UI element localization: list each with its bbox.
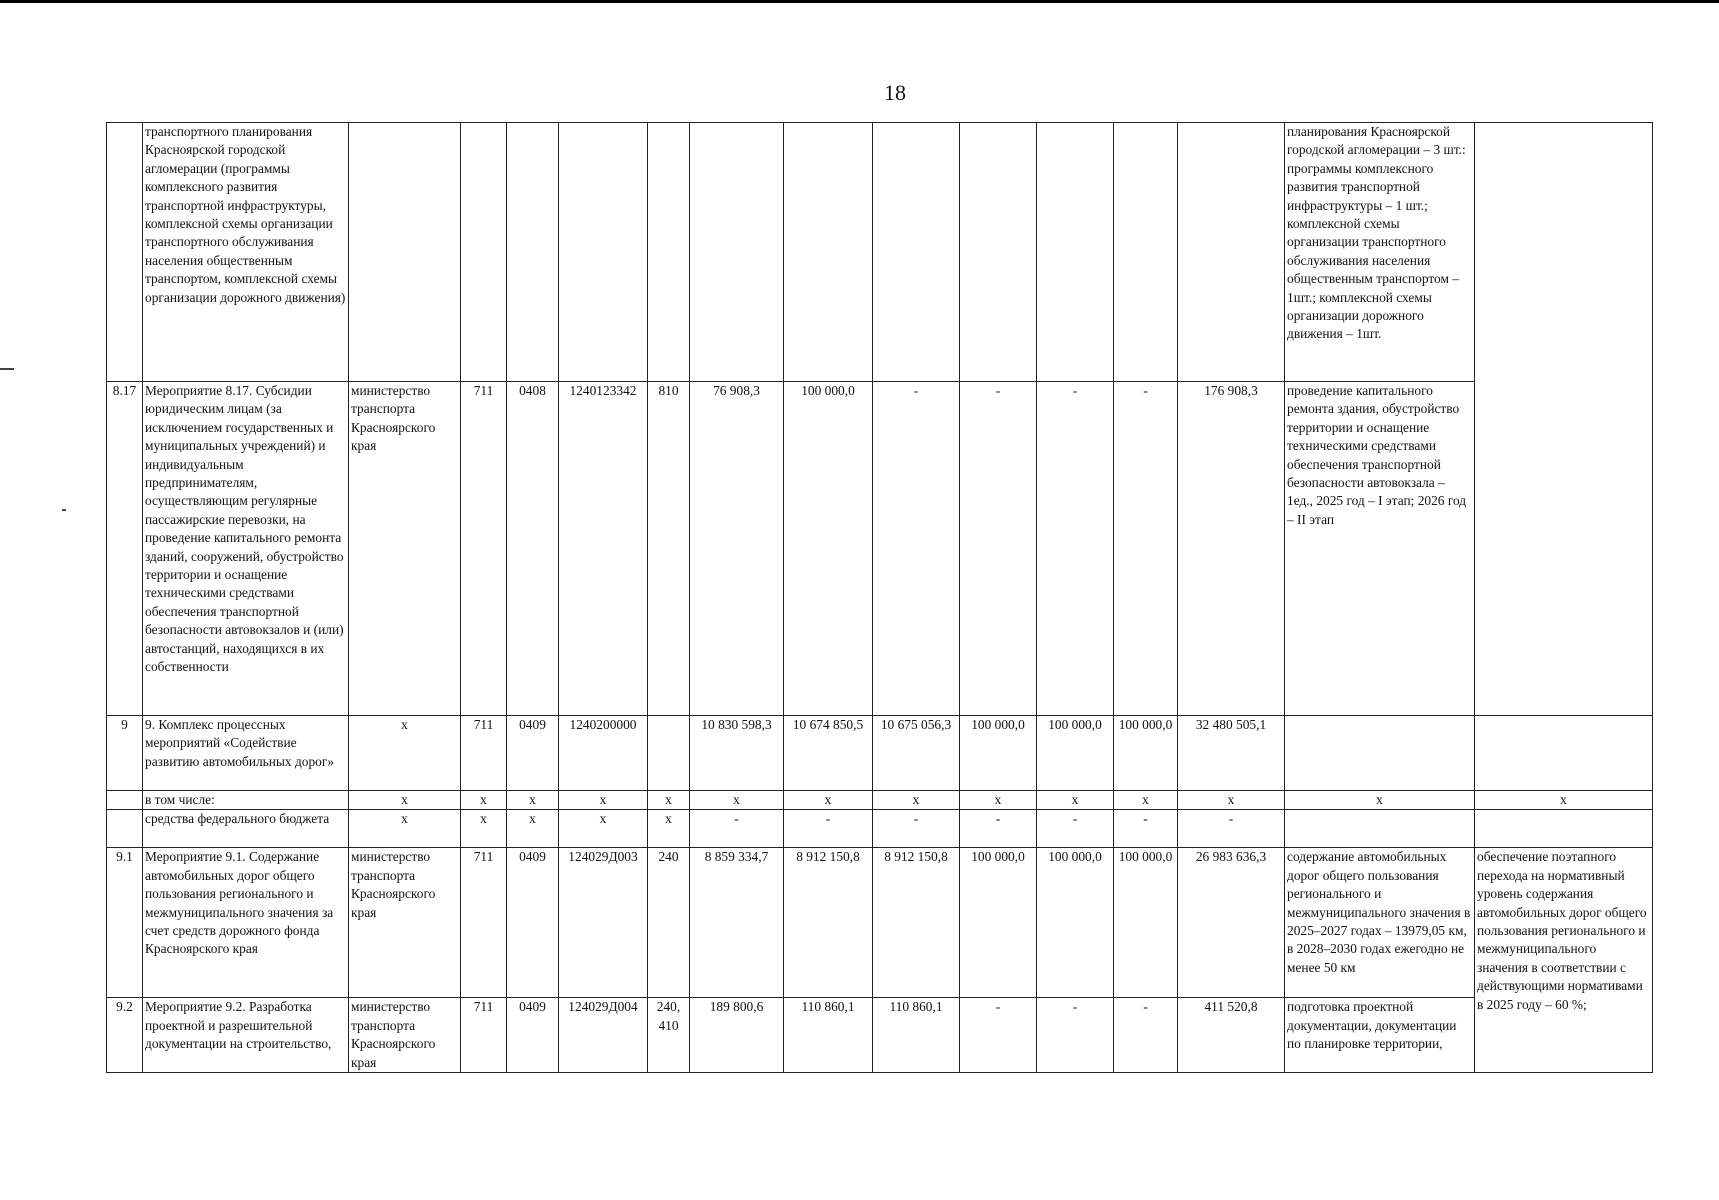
cell-2025: 76 908,3 [690, 382, 784, 716]
cell-2025: 8 859 334,7 [690, 848, 784, 998]
cell-executor: х [349, 810, 461, 848]
cell-name: Мероприятие 9.1. Содержание автомобильных дорог общего пользования регионального и межмуниципального значения за счет средств дорожного фонда Красноярского края [143, 848, 349, 998]
cell-indicator [1475, 123, 1653, 716]
cell-name: Мероприятие 9.2. Разработка проектной и разрешительной документации на строительство, [143, 998, 349, 1073]
cell-executor: х [349, 791, 461, 810]
cell-total: 411 520,8 [1178, 998, 1285, 1073]
cell-2025: 10 830 598,3 [690, 716, 784, 791]
cell-total: х [1178, 791, 1285, 810]
cell-rzpr [507, 123, 559, 382]
cell-2029: 100 000,0 [1037, 716, 1114, 791]
cell-rzpr: 0409 [507, 998, 559, 1073]
cell-total: - [1178, 810, 1285, 848]
cell-result [1285, 810, 1475, 848]
cell-result: содержание автомобильных дорог общего пользования регионального и межмуниципального значения в 2025–2027 годах – 13979,05 км, в 2028–2030 годах ежегодно не менее 50 км [1285, 848, 1475, 998]
cell-vr [648, 123, 690, 382]
cell-grbs: 711 [461, 998, 507, 1073]
cell-2026: 10 674 850,5 [784, 716, 873, 791]
cell-grbs: х [461, 810, 507, 848]
cell-rzpr: х [507, 791, 559, 810]
cell-vr: 810 [648, 382, 690, 716]
cell-2029: х [1037, 791, 1114, 810]
cell-2026 [784, 123, 873, 382]
table-row [107, 791, 1653, 810]
cell-result: подготовка проектной документации, документации по планировке территории, [1285, 998, 1475, 1073]
cell-rzpr: 0408 [507, 382, 559, 716]
cell-2027: х [873, 791, 960, 810]
cell-2030: - [1114, 998, 1178, 1073]
cell-indicator: обеспечение поэтапного перехода на нормативный уровень содержания автомобильных дорог общего пользования регионального и межмуниципального значения в соответствии с действующими нормативами в 2025 году – 60 %; [1475, 848, 1653, 1073]
cell-name: в том числе: [143, 791, 349, 810]
cell-name: Мероприятие 8.17. Субсидии юридическим лицам (за исключением государственных и муниципальных учреждений) и индивидуальным предпринимателям, осуществляющим регулярные пассажирские перевозки, на проведение капитального ремонта зданий, сооружений, обустройство территории и оснащение техническими средствами обеспечения транспортной безопасности автовокзалов и (или) автостанций, находящихся в их собственности [143, 382, 349, 716]
cell-2027: 10 675 056,3 [873, 716, 960, 791]
cell-result: планирования Красноярской городской агломерации – 3 шт.: программы комплексного развития транспортной инфраструктуры – 1 шт.; комплексной схемы организации транспортного обслуживания населения общественным транспортом – 1шт.; комплексной схемы организации дорожного движения – 1шт. [1285, 123, 1475, 382]
cell-grbs: 711 [461, 848, 507, 998]
cell-2030: 100 000,0 [1114, 716, 1178, 791]
cell-vr: х [648, 810, 690, 848]
table-row [107, 848, 1653, 998]
cell-result: х [1285, 791, 1475, 810]
cell-total: 32 480 505,1 [1178, 716, 1285, 791]
cell-2030 [1114, 123, 1178, 382]
cell-vr: 240, 410 [648, 998, 690, 1073]
cell-2025: - [690, 810, 784, 848]
cell-2027: - [873, 382, 960, 716]
cell-2030: - [1114, 810, 1178, 848]
cell-csr: 1240123342 [559, 382, 648, 716]
table-row [107, 123, 1653, 382]
cell-total [1178, 123, 1285, 382]
cell-total: 26 983 636,3 [1178, 848, 1285, 998]
cell-2027: 110 860,1 [873, 998, 960, 1073]
table-row [107, 810, 1653, 848]
cell-2028 [960, 123, 1037, 382]
cell-grbs [461, 123, 507, 382]
cell-2028: - [960, 810, 1037, 848]
cell-name: транспортного планирования Красноярской городской агломерации (программы комплексного развития транспортной инфраструктуры, комплексной схемы организации транспортного обслуживания населения общественным транспортом, комплексной схемы организации дорожного движения) [143, 123, 349, 382]
cell-2027 [873, 123, 960, 382]
cell-2026: х [784, 791, 873, 810]
cell-csr: х [559, 810, 648, 848]
cell-2029 [1037, 123, 1114, 382]
cell-num: 8.17 [107, 382, 143, 716]
cell-rzpr: 0409 [507, 716, 559, 791]
cell-2028: 100 000,0 [960, 848, 1037, 998]
cell-2028: - [960, 998, 1037, 1073]
cell-indicator [1475, 716, 1653, 791]
cell-2028: 100 000,0 [960, 716, 1037, 791]
cell-csr: х [559, 791, 648, 810]
page-number: 18 [884, 80, 906, 105]
cell-executor: министерство транспорта Красноярского края [349, 848, 461, 998]
cell-rzpr: х [507, 810, 559, 848]
cell-result: проведение капитального ремонта здания, обустройство территории и оснащение техническими средствами обеспечения транспортной безопасности автовокзала – 1ед., 2025 год – I этап; 2026 год – II этап [1285, 382, 1475, 716]
cell-2025: 189 800,6 [690, 998, 784, 1073]
cell-vr [648, 716, 690, 791]
cell-2026: 8 912 150,8 [784, 848, 873, 998]
cell-grbs: 711 [461, 716, 507, 791]
cell-num [107, 123, 143, 382]
cell-vr: х [648, 791, 690, 810]
cell-2025 [690, 123, 784, 382]
cell-grbs: 711 [461, 382, 507, 716]
cell-2027: - [873, 810, 960, 848]
cell-grbs: х [461, 791, 507, 810]
cell-num: 9.1 [107, 848, 143, 998]
cell-indicator [1475, 810, 1653, 848]
cell-2026: 100 000,0 [784, 382, 873, 716]
table-row [107, 716, 1653, 791]
cell-csr: 124029Д003 [559, 848, 648, 998]
cell-2028: - [960, 382, 1037, 716]
cell-2030: 100 000,0 [1114, 848, 1178, 998]
cell-2028: х [960, 791, 1037, 810]
cell-2025: х [690, 791, 784, 810]
cell-2029: - [1037, 382, 1114, 716]
cell-2029: - [1037, 810, 1114, 848]
cell-vr: 240 [648, 848, 690, 998]
cell-num: 9 [107, 716, 143, 791]
cell-rzpr: 0409 [507, 848, 559, 998]
cell-executor: х [349, 716, 461, 791]
cell-2029: 100 000,0 [1037, 848, 1114, 998]
cell-2027: 8 912 150,8 [873, 848, 960, 998]
cell-name: 9. Комплекс процессных мероприятий «Содействие развитию автомобильных дорог» [143, 716, 349, 791]
cell-executor [349, 123, 461, 382]
cell-2029: - [1037, 998, 1114, 1073]
cell-name: средства федерального бюджета [143, 810, 349, 848]
cell-csr: 124029Д004 [559, 998, 648, 1073]
scan-mark [0, 368, 14, 370]
cell-2026: 110 860,1 [784, 998, 873, 1073]
table-row [107, 382, 1653, 716]
cell-num: 9.2 [107, 998, 143, 1073]
scan-top-edge [0, 0, 1719, 3]
cell-2026: - [784, 810, 873, 848]
cell-executor: министерство транспорта Красноярского края [349, 382, 461, 716]
cell-indicator: х [1475, 791, 1653, 810]
cell-csr [559, 123, 648, 382]
program-table [106, 122, 1653, 1073]
table-row [107, 998, 1653, 1073]
cell-total: 176 908,3 [1178, 382, 1285, 716]
cell-num [107, 810, 143, 848]
cell-2030: х [1114, 791, 1178, 810]
cell-result [1285, 716, 1475, 791]
cell-csr: 1240200000 [559, 716, 648, 791]
cell-num [107, 791, 143, 810]
scan-mark [62, 509, 66, 511]
cell-executor: министерство транспорта Красноярского края [349, 998, 461, 1073]
cell-2030: - [1114, 382, 1178, 716]
